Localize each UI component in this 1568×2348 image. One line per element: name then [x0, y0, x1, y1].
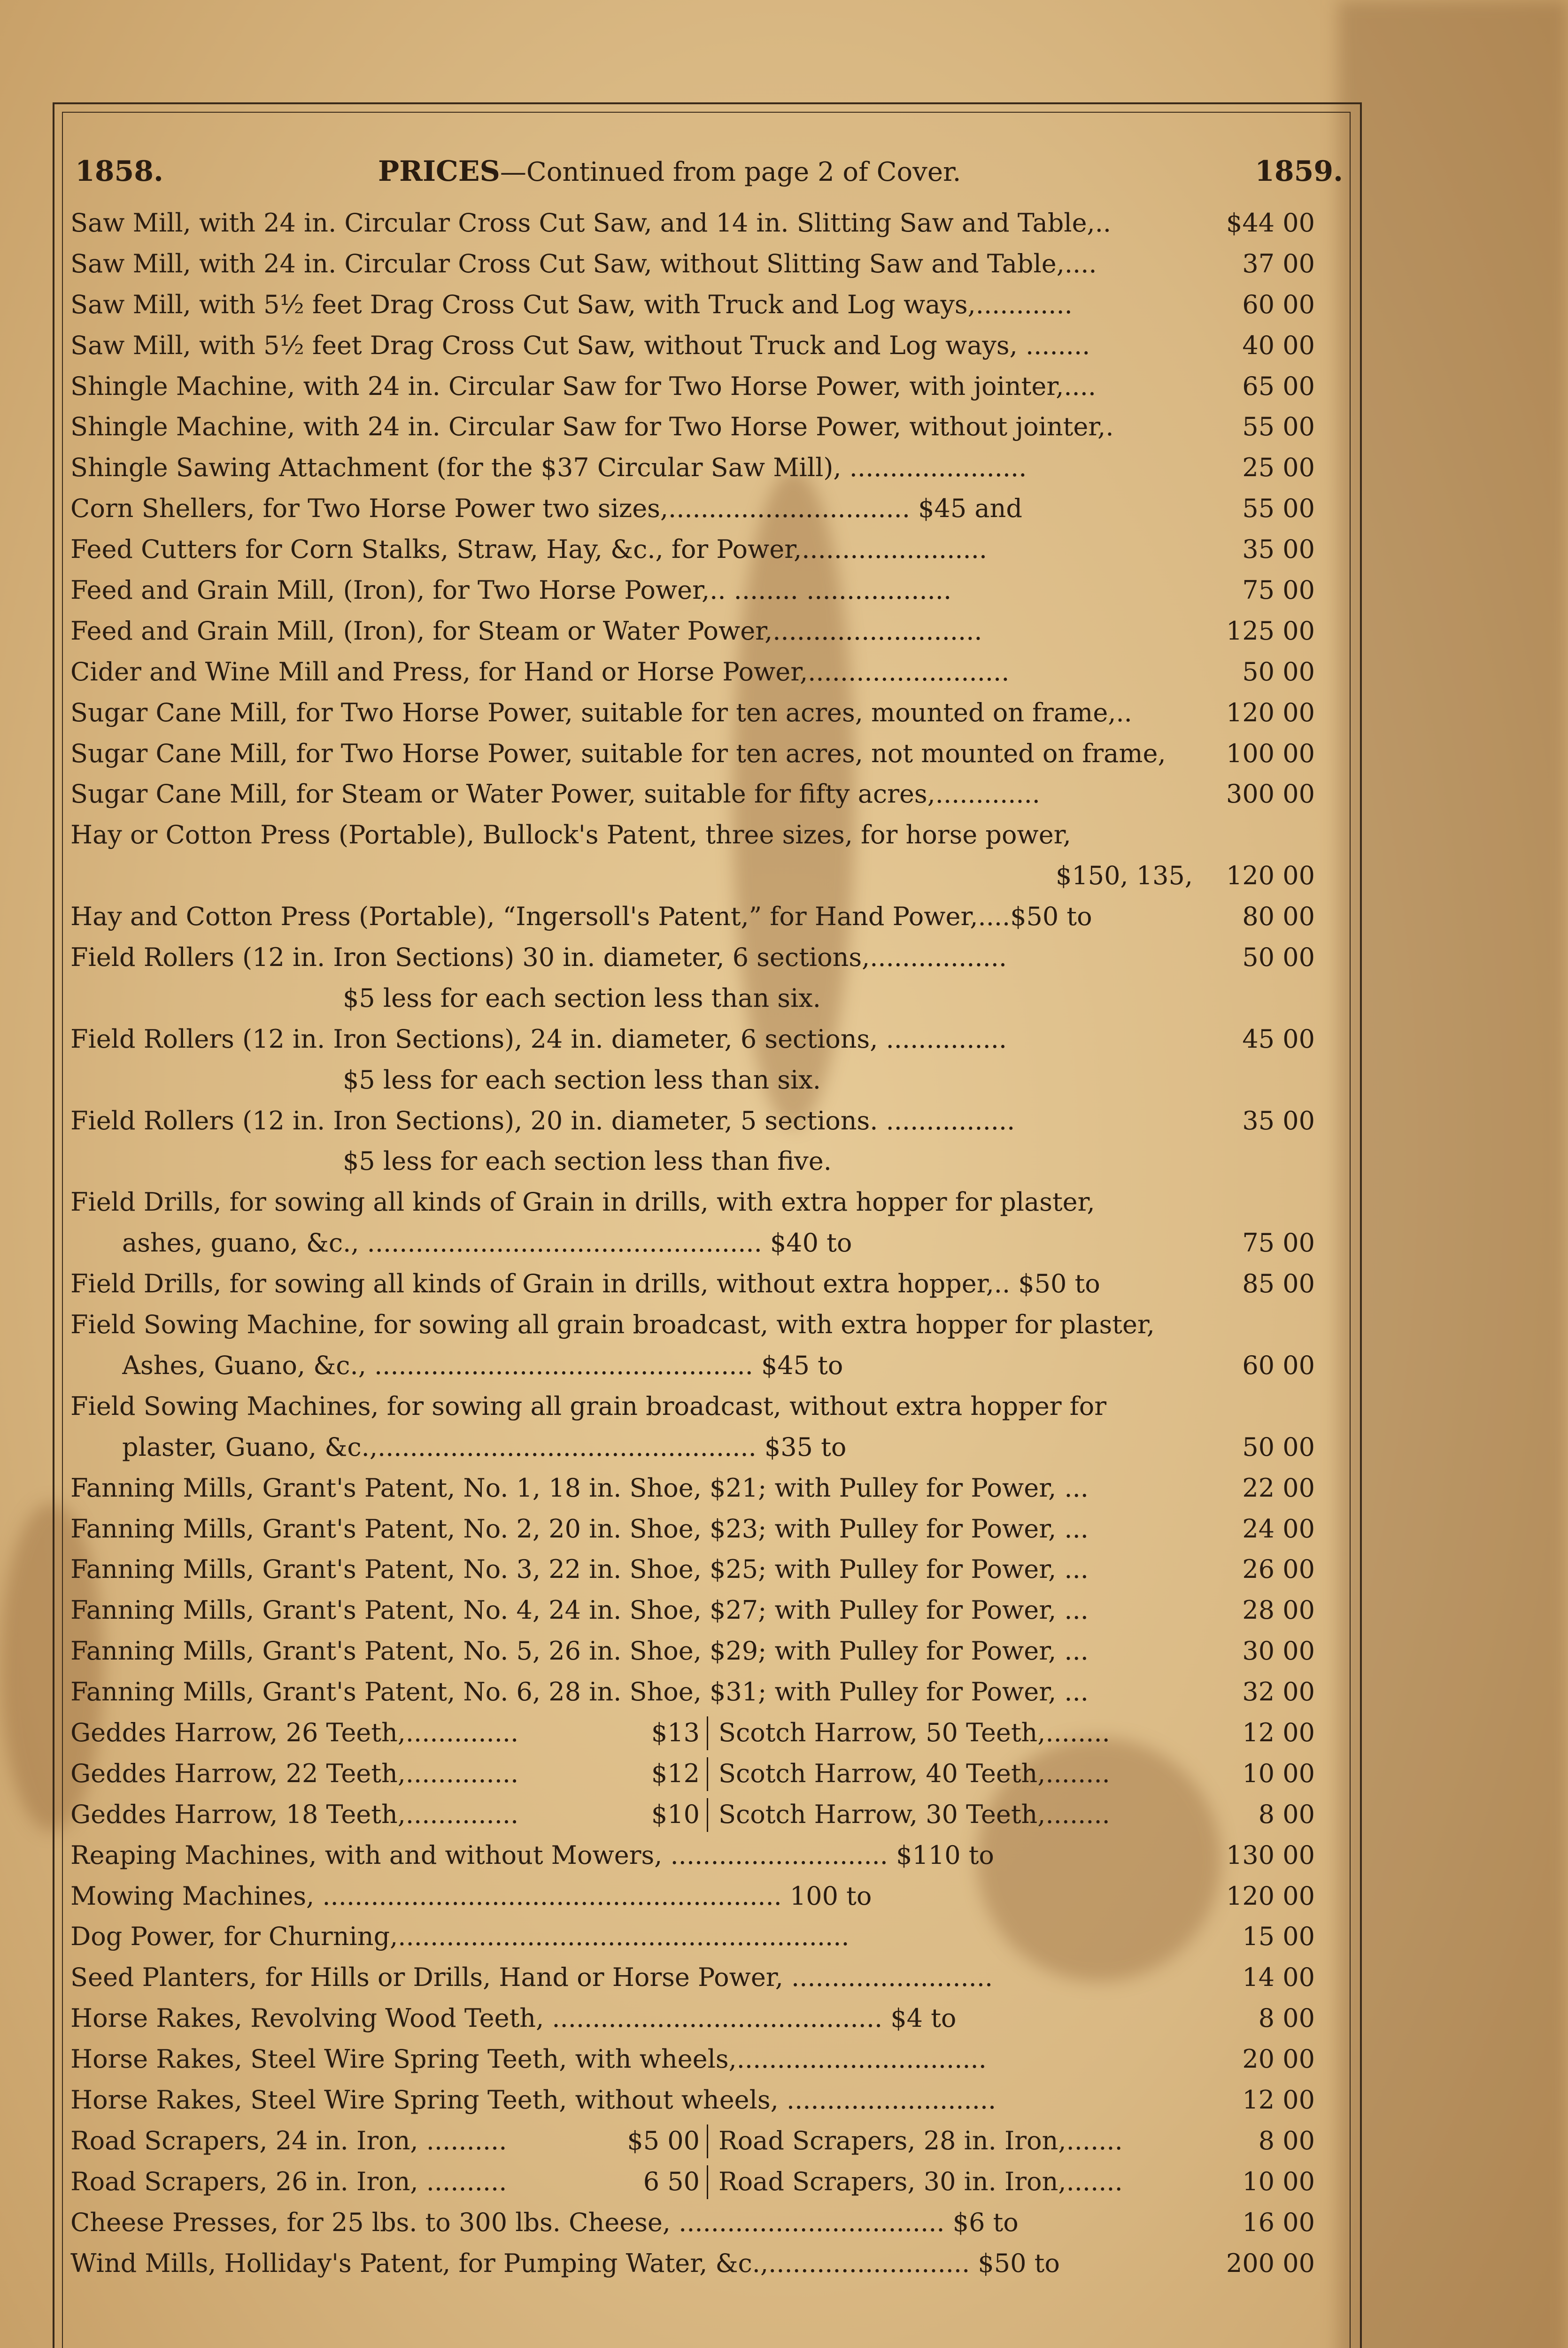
left-item: [70, 2121, 700, 2162]
price-row: [70, 652, 1315, 693]
item-price: 50 00: [1242, 657, 1315, 687]
left-item-description: Road Scrapers, 26 in. Iron, ..........: [70, 2166, 507, 2196]
price-row: [70, 1876, 1315, 1917]
item-price: 60 00: [1242, 1350, 1315, 1380]
item-description: Reaping Machines, with and without Mowers, ........................... $110 to: [70, 1840, 994, 1870]
price-row: [70, 1672, 1315, 1713]
item-price: 24 00: [1242, 1514, 1315, 1544]
price-row: [70, 1101, 1315, 1142]
column-divider: [707, 1798, 708, 1832]
item-description: Shingle Sawing Attachment (for the $37 Circular Saw Mill), ......................: [70, 453, 1027, 483]
price-row: [70, 856, 1315, 896]
item-price: 75 00: [1242, 575, 1315, 605]
column-divider: [707, 2124, 708, 2158]
year-right: 1859.: [1255, 155, 1343, 188]
price-row: [70, 2243, 1315, 2284]
item-price: 16 00: [1242, 2207, 1315, 2237]
price-note: [70, 1060, 1315, 1101]
item-price: 8 00: [1258, 2125, 1315, 2155]
item-description: $150, 135,: [1056, 861, 1193, 891]
item-description: Field Rollers (12 in. Iron Sections) 30 in. diameter, 6 sections,.................: [70, 942, 1007, 973]
price-row: [70, 244, 1315, 285]
year-left: 1858.: [75, 155, 163, 188]
item-description: Fanning Mills, Grant's Patent, No. 2, 20 in. Shoe, $23; with Pulley for Power, ...: [70, 1514, 1089, 1544]
price-row: [70, 774, 1315, 815]
price-row: [70, 1509, 1315, 1550]
price-row: [70, 529, 1315, 570]
left-item-price: $10: [651, 1799, 700, 1829]
price-row: [70, 815, 1315, 856]
right-item-description: Scotch Harrow, 40 Teeth,........: [718, 1758, 1110, 1788]
price-row: [70, 407, 1315, 448]
price-row: [70, 285, 1315, 325]
item-description: ashes, guano, &c., ................................................. $40 to: [122, 1228, 852, 1258]
left-item-description: Geddes Harrow, 22 Teeth,..............: [70, 1758, 519, 1788]
item-price: 25 00: [1242, 453, 1315, 483]
item-description: $5 less for each section less than six.: [343, 1065, 821, 1095]
right-item-description: Scotch Harrow, 30 Teeth,........: [718, 1799, 1110, 1829]
item-description: Horse Rakes, Revolving Wood Teeth, ......................................... $4 to: [70, 2003, 957, 2033]
item-description: Seed Planters, for Hills or Drills, Hand or Horse Power, .........................: [70, 1962, 993, 1993]
item-price: 120 00: [1226, 861, 1315, 891]
item-price: 45 00: [1242, 1024, 1315, 1054]
item-description: Feed and Grain Mill, (Iron), for Steam or Water Power,..........................: [70, 616, 982, 646]
item-description: Sugar Cane Mill, for Two Horse Power, suitable for ten acres, mounted on frame,..: [70, 697, 1132, 727]
item-price: 35 00: [1242, 534, 1315, 564]
left-item-description: Geddes Harrow, 18 Teeth,..............: [70, 1799, 519, 1829]
left-item-description: Geddes Harrow, 26 Teeth,..............: [70, 1717, 519, 1747]
item-description: Field Drills, for sowing all kinds of Grain in drills, with extra hopper for plaster,: [70, 1187, 1095, 1217]
item-price: 300 00: [1226, 779, 1315, 809]
item-description: Field Drills, for sowing all kinds of Grain in drills, without extra hopper,.. $50 to: [70, 1269, 1100, 1299]
price-row: [70, 1631, 1315, 1672]
price-row: [70, 570, 1315, 611]
item-description: Field Sowing Machine, for sowing all grain broadcast, with extra hopper for plaster,: [70, 1310, 1155, 1340]
price-row: [70, 1305, 1315, 1345]
item-description: Fanning Mills, Grant's Patent, No. 5, 26 in. Shoe, $29; with Pulley for Power, ...: [70, 1636, 1089, 1666]
subtitle: —Continued from page 2 of Cover.: [500, 157, 961, 187]
item-price: 35 00: [1242, 1105, 1315, 1135]
item-price: 15 00: [1242, 1922, 1315, 1952]
item-price: 120 00: [1226, 697, 1315, 727]
item-description: Cheese Presses, for 25 lbs. to 300 lbs. Cheese, ................................. $6 to: [70, 2207, 1019, 2237]
price-row: [70, 1386, 1315, 1427]
item-price: 55 00: [1242, 494, 1315, 524]
item-price: 20 00: [1242, 2044, 1315, 2074]
left-item: [70, 2162, 700, 2202]
split-price-row: [70, 1713, 1315, 1753]
item-description: Ashes, Guano, &c., ............................................... $45 to: [122, 1350, 843, 1380]
right-item-description: Scotch Harrow, 50 Teeth,........: [718, 1717, 1110, 1747]
price-row: [70, 1468, 1315, 1509]
item-price: 85 00: [1242, 1269, 1315, 1299]
item-description: Field Rollers (12 in. Iron Sections), 20 in. diameter, 5 sections. ................: [70, 1105, 1015, 1135]
item-price: 10 00: [1242, 2166, 1315, 2196]
page-header: [75, 155, 1343, 197]
price-row: [70, 448, 1315, 488]
price-row: [70, 693, 1315, 734]
item-price: 37 00: [1242, 248, 1315, 278]
item-price: 8 00: [1258, 2003, 1315, 2033]
price-row: [70, 611, 1315, 652]
item-price: 65 00: [1242, 371, 1315, 401]
item-price: 100 00: [1226, 738, 1315, 768]
item-description: Field Rollers (12 in. Iron Sections), 24 in. diameter, 6 sections, ...............: [70, 1024, 1007, 1054]
item-price: 80 00: [1242, 902, 1315, 932]
item-description: Field Sowing Machines, for sowing all grain broadcast, without extra hopper for: [70, 1391, 1107, 1421]
left-item-price: 6 50: [643, 2166, 700, 2196]
item-description: Fanning Mills, Grant's Patent, No. 6, 28 in. Shoe, $31; with Pulley for Power, ...: [70, 1677, 1089, 1707]
left-item: [70, 1753, 700, 1794]
split-price-row: [70, 1753, 1315, 1794]
item-price: 50 00: [1242, 1432, 1315, 1462]
item-description: Hay and Cotton Press (Portable), “Ingersoll's Patent,” for Hand Power,....$50 to: [70, 902, 1092, 932]
price-row: [70, 366, 1315, 407]
item-description: Sugar Cane Mill, for Steam or Water Power, suitable for fifty acres,.............: [70, 779, 1040, 809]
item-price: 32 00: [1242, 1677, 1315, 1707]
item-description: Horse Rakes, Steel Wire Spring Teeth, without wheels, ..........................: [70, 2085, 996, 2115]
column-divider: [707, 1716, 708, 1750]
right-item-description: Road Scrapers, 28 in. Iron,.......: [718, 2125, 1123, 2155]
item-description: Sugar Cane Mill, for Two Horse Power, suitable for ten acres, not mounted on frame,: [70, 738, 1166, 768]
left-item-price: $5 00: [627, 2125, 700, 2155]
price-row: [70, 2202, 1315, 2243]
item-price: 75 00: [1242, 1228, 1315, 1258]
item-price: 10 00: [1242, 1758, 1315, 1788]
price-row: [70, 1549, 1315, 1590]
item-description: Feed Cutters for Corn Stalks, Straw, Hay, &c., for Power,.......................: [70, 534, 988, 564]
item-price: 14 00: [1242, 1962, 1315, 1993]
item-price: 26 00: [1242, 1554, 1315, 1584]
price-row: [70, 1835, 1315, 1876]
item-description: Corn Shellers, for Two Horse Power two sizes,.............................. $45 and: [70, 494, 1022, 524]
split-price-row: [70, 1794, 1315, 1835]
item-description: Horse Rakes, Steel Wire Spring Teeth, with wheels,...............................: [70, 2044, 987, 2074]
price-row: [70, 2080, 1315, 2121]
item-price: 120 00: [1226, 1881, 1315, 1911]
item-price: 125 00: [1226, 616, 1315, 646]
item-description: $5 less for each section less than six.: [343, 983, 821, 1013]
item-description: Saw Mill, with 5½ feet Drag Cross Cut Saw, with Truck and Log ways,............: [70, 289, 1073, 319]
left-item: [70, 1794, 700, 1835]
price-row: [70, 896, 1315, 937]
price-row: [70, 1345, 1315, 1386]
split-price-row: [70, 2121, 1315, 2162]
price-row: [70, 1427, 1315, 1468]
price-row: [70, 2039, 1315, 2080]
item-price: 28 00: [1242, 1595, 1315, 1625]
column-divider: [707, 2165, 708, 2199]
item-price: 60 00: [1242, 289, 1315, 319]
price-list: [70, 203, 1315, 2284]
price-note: [70, 1141, 1315, 1182]
price-row: [70, 937, 1315, 978]
price-row: [70, 325, 1315, 366]
left-item-price: $12: [651, 1758, 700, 1788]
price-row: [70, 203, 1315, 244]
item-description: Wind Mills, Holliday's Patent, for Pumping Water, &c.,......................... $50 to: [70, 2248, 1060, 2278]
item-price: 12 00: [1242, 1717, 1315, 1747]
item-description: Mowing Machines, ......................................................... 100 to: [70, 1881, 872, 1911]
column-divider: [707, 1757, 708, 1791]
item-price: $44 00: [1226, 208, 1315, 238]
price-row: [70, 1590, 1315, 1631]
price-row: [70, 1019, 1315, 1060]
price-row: [70, 488, 1315, 529]
item-price: 55 00: [1242, 412, 1315, 442]
item-price: 8 00: [1258, 1799, 1315, 1829]
price-note: [70, 978, 1315, 1019]
price-row: [70, 1264, 1315, 1305]
item-price: 22 00: [1242, 1473, 1315, 1503]
price-row: [70, 1916, 1315, 1957]
item-description: Fanning Mills, Grant's Patent, No. 4, 24 in. Shoe, $27; with Pulley for Power, ...: [70, 1595, 1089, 1625]
item-price: 130 00: [1226, 1840, 1315, 1870]
title: PRICES: [378, 155, 500, 188]
item-description: $5 less for each section less than five.: [343, 1146, 832, 1176]
item-description: Cider and Wine Mill and Press, for Hand or Horse Power,.........................: [70, 657, 1010, 687]
price-row: [70, 1223, 1315, 1264]
left-item-description: Road Scrapers, 24 in. Iron, ..........: [70, 2125, 507, 2155]
right-item-description: Road Scrapers, 30 in. Iron,.......: [718, 2166, 1123, 2196]
item-description: Saw Mill, with 24 in. Circular Cross Cut Saw, without Slitting Saw and Table,....: [70, 248, 1097, 278]
item-description: Hay or Cotton Press (Portable), Bullock's Patent, three sizes, for horse power,: [70, 820, 1071, 850]
page-title: [378, 155, 961, 188]
price-row: [70, 1182, 1315, 1223]
item-description: Fanning Mills, Grant's Patent, No. 1, 18 in. Shoe, $21; with Pulley for Power, ...: [70, 1473, 1089, 1503]
item-description: Shingle Machine, with 24 in. Circular Saw for Two Horse Power, without jointer,.: [70, 412, 1114, 442]
item-price: 12 00: [1242, 2085, 1315, 2115]
left-item: [70, 1713, 700, 1753]
left-item-price: $13: [651, 1717, 700, 1747]
item-description: Dog Power, for Churning,........................................................: [70, 1922, 850, 1952]
item-price: 30 00: [1242, 1636, 1315, 1666]
split-price-row: [70, 2162, 1315, 2202]
item-description: plaster, Guano, &c.,............................................... $35 to: [122, 1432, 847, 1462]
item-price: 200 00: [1226, 2248, 1315, 2278]
price-row: [70, 1998, 1315, 2039]
item-price: 50 00: [1242, 942, 1315, 973]
price-row: [70, 1957, 1315, 1998]
item-description: Saw Mill, with 5½ feet Drag Cross Cut Saw, without Truck and Log ways, ........: [70, 330, 1090, 360]
item-price: 40 00: [1242, 330, 1315, 360]
item-description: Saw Mill, with 24 in. Circular Cross Cut Saw, and 14 in. Slitting Saw and Table,..: [70, 208, 1112, 238]
item-description: Feed and Grain Mill, (Iron), for Two Horse Power,.. ........ ..................: [70, 575, 952, 605]
price-row: [70, 734, 1315, 774]
item-description: Fanning Mills, Grant's Patent, No. 3, 22 in. Shoe, $25; with Pulley for Power, ...: [70, 1554, 1089, 1584]
item-description: Shingle Machine, with 24 in. Circular Saw for Two Horse Power, with jointer,....: [70, 371, 1097, 401]
